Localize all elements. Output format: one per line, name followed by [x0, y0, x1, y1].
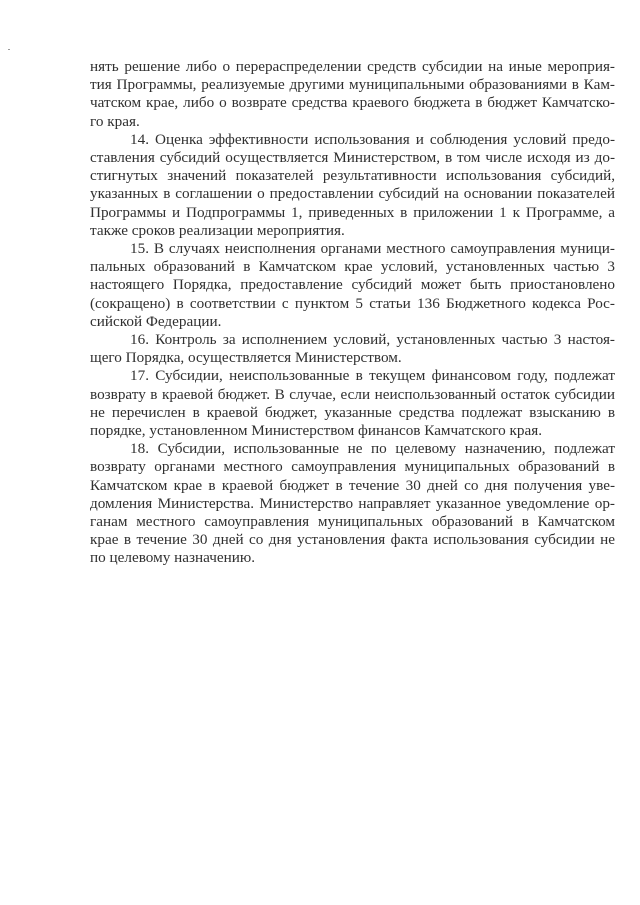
text-line: 15. В случаях неисполнения органами местного самоуправления муници- [130, 240, 615, 258]
text-line: 17. Субсидии, неиспользованные в текущем финансовом году, подлежат [130, 367, 615, 385]
paragraph-continuation [90, 58, 615, 131]
text-line: щего Порядка, осуществляется Министерством. [90, 349, 402, 367]
text-line: 16. Контроль за исполнением условий, установленных частью 3 настоя- [130, 331, 615, 349]
text-line: не перечислен в краевой бюджет, указанные средства подлежат взысканию в [90, 403, 615, 421]
text-line: порядке, установленном Министерством финансов Камчатского края. [90, 422, 543, 440]
text-line: 14. Оценка эффективности использования и соблюдения условий предо- [130, 130, 615, 148]
document-body [90, 58, 615, 568]
paragraph-16 [90, 331, 615, 367]
paragraph-15 [90, 240, 615, 331]
text-line: Программы и Подпрограммы 1, приведенных в приложении 1 к Программе, а [90, 203, 615, 221]
text-line: 18. Субсидии, использованные не по целевому назначению, подлежат [130, 440, 615, 458]
text-line: стигнутых значений показателей результативности использования субсидий, [90, 167, 615, 185]
text-line: пальных образований в Камчатском крае условий, установленных частью 3 [90, 258, 615, 276]
text-line: Камчатском крае в краевой бюджет в течение 30 дней со дня получения уве- [90, 476, 615, 494]
text-line: возврату в краевой бюджет. В случае, если неиспользованный остаток субсидии [90, 385, 615, 403]
text-line: настоящего Порядка, предоставление субсидий может быть приостановлено [90, 276, 615, 294]
scan-speck [8, 49, 10, 50]
text-line: ганам местного самоуправления муниципальных образований в Камчатском [90, 513, 615, 531]
text-line: нять решение либо о перераспределении средств субсидии на иные мероприя- [90, 58, 615, 75]
paragraph-17 [90, 367, 615, 440]
text-line: указанных в соглашении о предоставлении субсидий на основании показателей [90, 185, 615, 203]
text-line: сийской Федерации. [90, 312, 222, 330]
text-line: тия Программы, реализуемые другими муниципальными образованиями в Кам- [90, 76, 615, 94]
text-line: (сокращено) в соответствии с пунктом 5 статьи 136 Бюджетного кодекса Рос- [90, 294, 615, 312]
text-line: также сроков реализации мероприятия. [90, 221, 345, 239]
text-line: ставления субсидий осуществляется Министерством, в том числе исходя из до- [90, 149, 615, 167]
text-line: го края. [90, 112, 140, 130]
text-line: крае в течение 30 дней со дня установления факта использования субсидии не [90, 531, 615, 549]
text-line: по целевому назначению. [90, 549, 255, 567]
text-line: возврату органами местного самоуправления муниципальных образований в [90, 458, 615, 476]
paragraph-18 [90, 440, 615, 567]
text-line: домления Министерства. Министерство направляет указанное уведомление ор- [90, 494, 615, 512]
text-line: чатском крае, либо о возврате средства краевого бюджета в бюджет Камчатско- [90, 94, 615, 112]
paragraph-14 [90, 131, 615, 240]
